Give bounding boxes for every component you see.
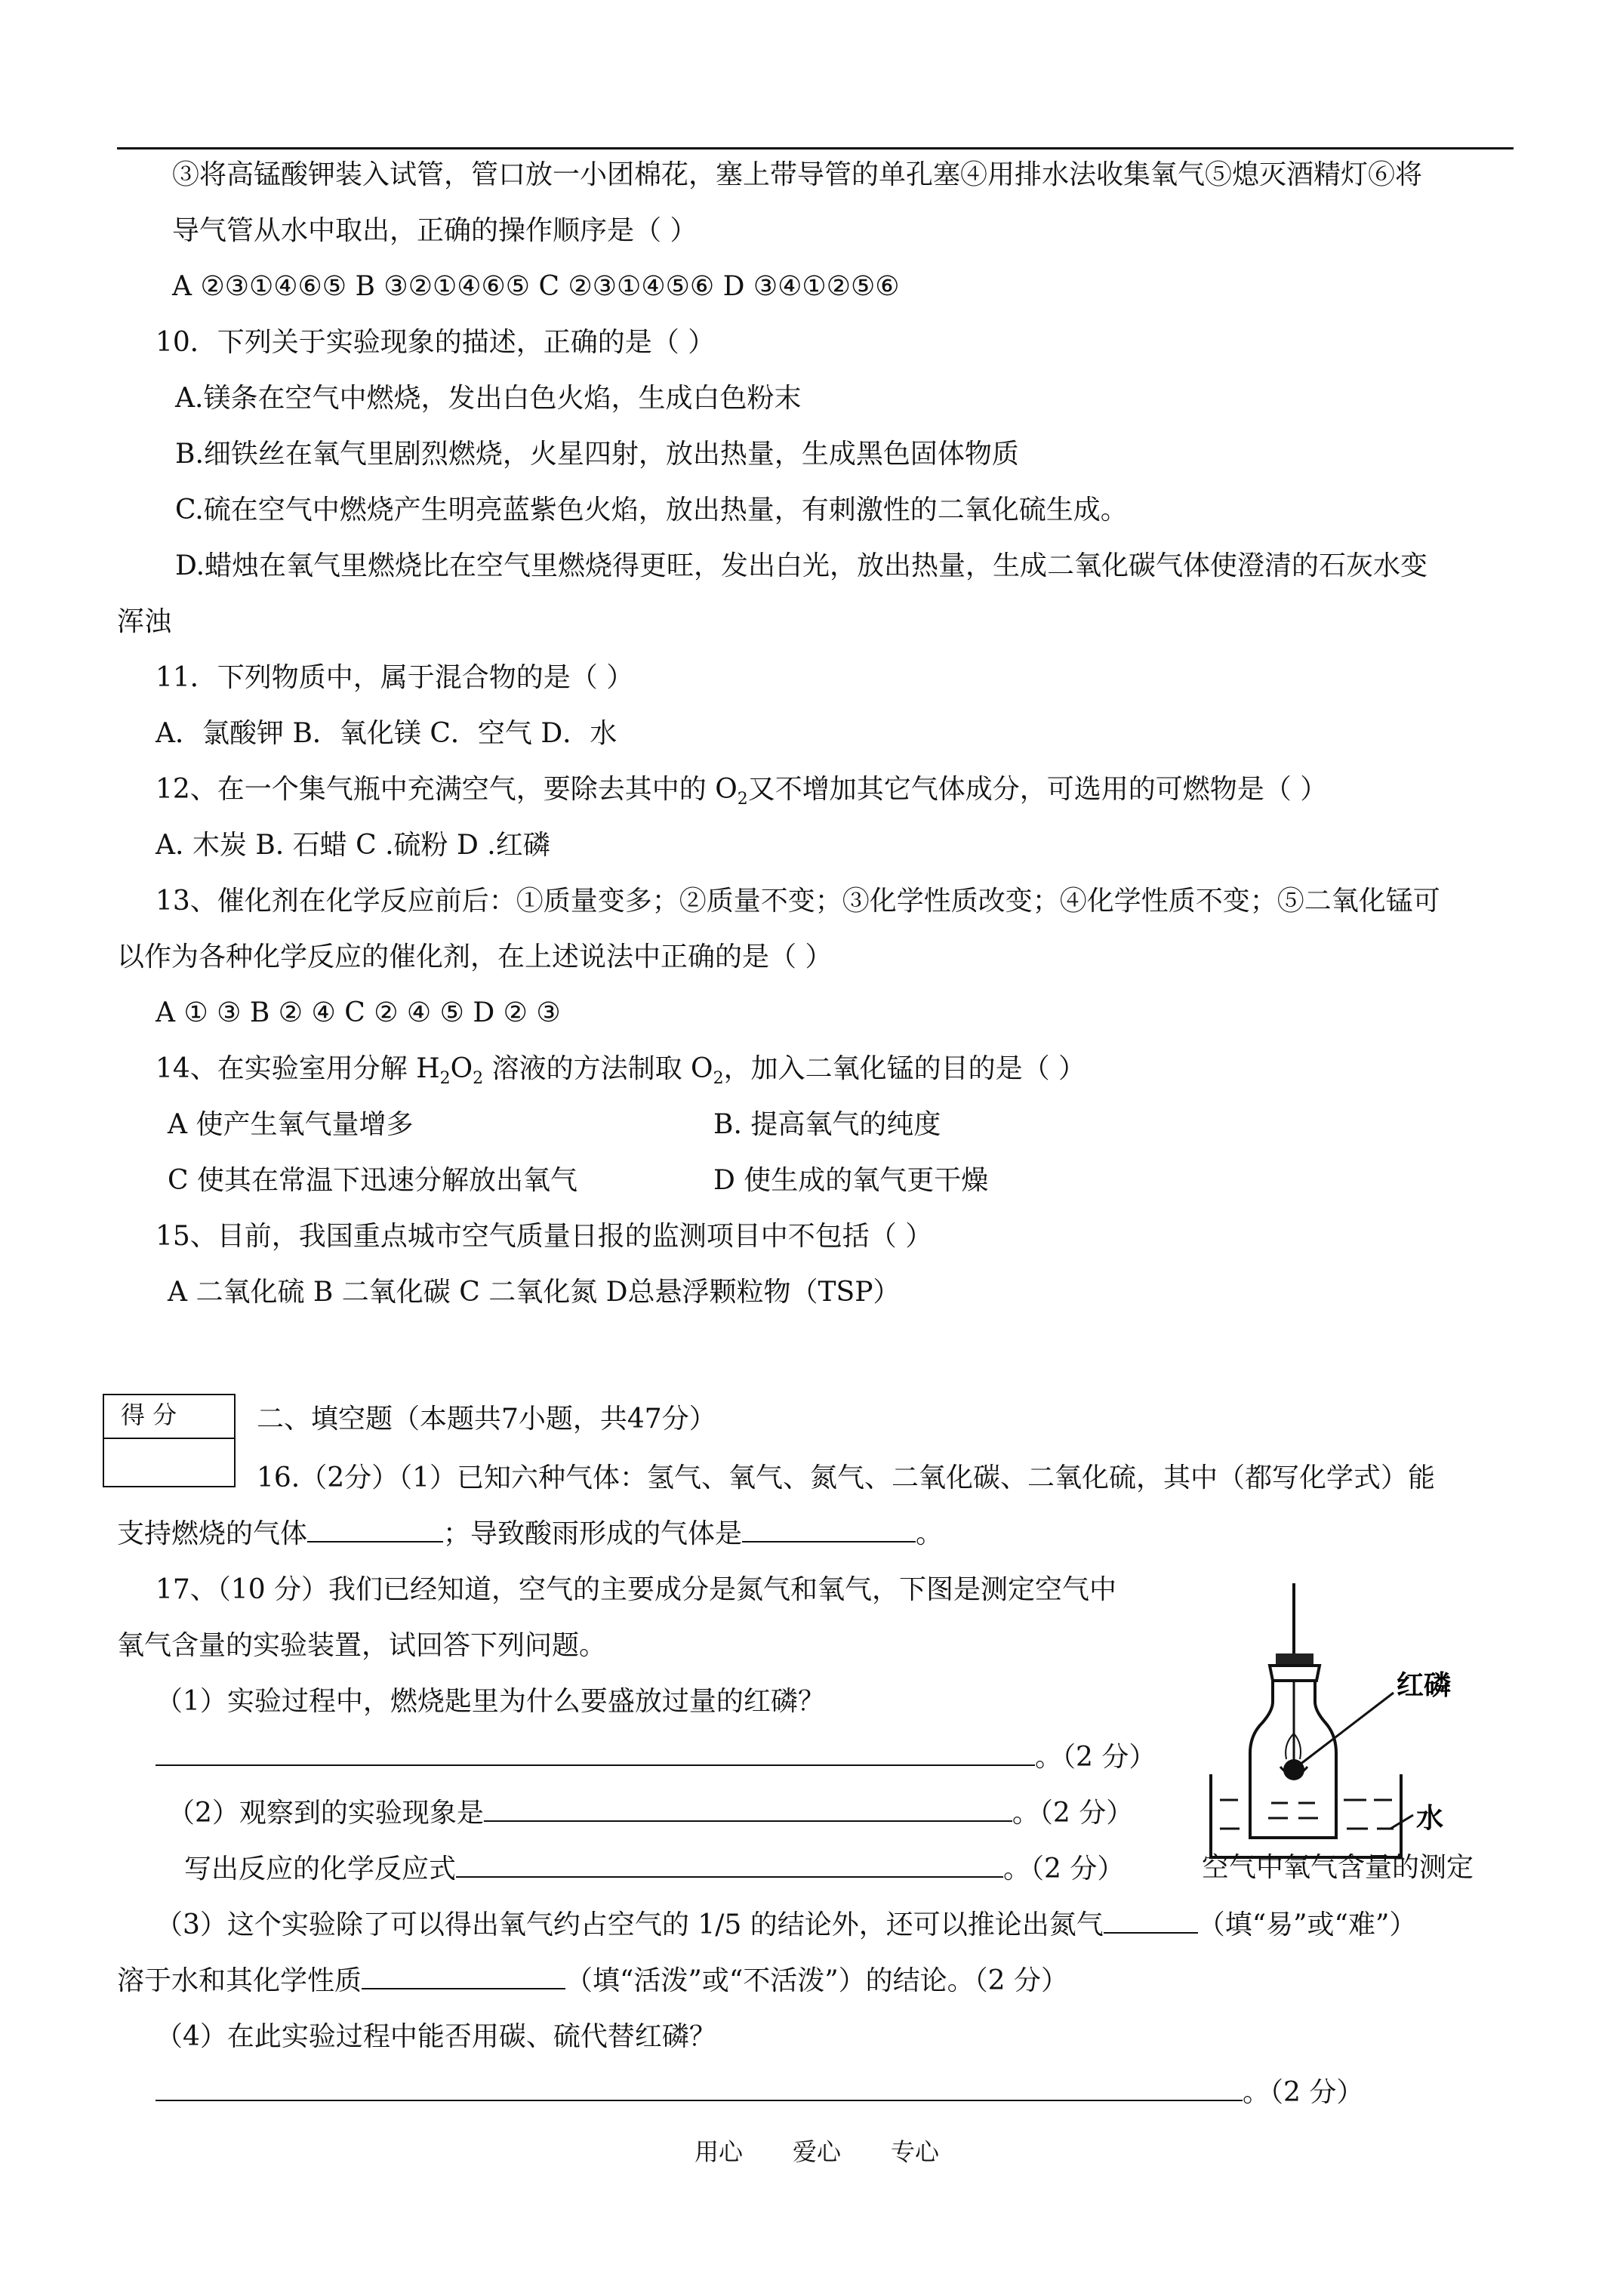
q10-stem: 10．下列关于实验现象的描述，正确的是（ ） bbox=[156, 327, 716, 358]
q17-part3-blank-1[interactable] bbox=[1104, 1909, 1198, 1934]
q17-part4: （4）在此实验过程中能否用碳、硫代替红磷？ bbox=[156, 2021, 716, 2052]
label-water: 水 bbox=[1416, 1803, 1444, 1834]
q17-part4-blank[interactable] bbox=[156, 2077, 1243, 2101]
score-box-divider bbox=[104, 1438, 234, 1439]
q17-line1: 17、（10 分）我们已经知道，空气的主要成分是氮气和氧气，下图是测定空气中 bbox=[156, 1574, 1117, 1605]
q17-part1-answer: 。（2 分） bbox=[156, 1741, 1156, 1774]
apparatus-figure bbox=[1193, 1572, 1480, 1889]
q13-line2: 以作为各种化学反应的催化剂，在上述说法中正确的是（ ） bbox=[117, 942, 833, 972]
q12-stem: 12、在一个集气瓶中充满空气，要除去其中的 $O_2$又不增加其它气体成分，可选用的可燃物是（ ） bbox=[156, 774, 1328, 809]
q10-option-d-line2: 浑浊 bbox=[117, 606, 172, 637]
q9-options: A ②③①④⑥⑤ B ③②①④⑥⑤ C ②③①④⑤⑥ D ③④①②⑤⑥ bbox=[172, 271, 900, 302]
footer-text-1: 用心 bbox=[694, 2137, 744, 2166]
q14-option-b: B. 提高氧气的纯度 bbox=[713, 1109, 941, 1140]
q10-option-a: A.镁条在空气中燃烧，发出白色火焰，生成白色粉末 bbox=[175, 383, 802, 414]
q16-blank-2[interactable] bbox=[742, 1518, 916, 1542]
q15-stem: 15、目前，我国重点城市空气质量日报的监测项目中不包括（ ） bbox=[156, 1221, 933, 1252]
q13-line1: 13、催化剂在化学反应前后：①质量变多；②质量不变；③化学性质改变；④化学性质不变；⑤二氧化锰可 bbox=[156, 886, 1440, 917]
q17-part3-line2: 溶于水和其化学性质 （填“活泼”或“不活泼”）的结论。（2 分） bbox=[117, 1965, 1068, 1996]
figure-caption: 空气中氧气含量的测定 bbox=[1202, 1852, 1474, 1883]
label-phosphorus: 红磷 bbox=[1397, 1670, 1452, 1701]
q10-option-d-line1: D.蜡烛在氧气里燃烧比在空气里燃烧得更旺，发出白光，放出热量，生成二氧化碳气体使澄清的石灰水变 bbox=[175, 550, 1428, 581]
q16-blank-1[interactable] bbox=[307, 1518, 443, 1542]
q17-part2-blank[interactable] bbox=[484, 1798, 1012, 1822]
score-box bbox=[103, 1394, 236, 1487]
q17-line2: 氧气含量的实验装置，试回答下列问题。 bbox=[117, 1630, 607, 1661]
q17-part3-line1: （3）这个实验除了可以得出氧气约占空气的 1/5 的结论外，还可以推论出氮气 （填“易”或“难”） bbox=[156, 1909, 1417, 1940]
q14-option-c: C 使其在常温下迅速分解放出氧气 bbox=[168, 1165, 577, 1196]
q17-part2b-blank[interactable] bbox=[456, 1854, 1003, 1878]
q15-options: A 二氧化硫 B 二氧化碳 C 二氧化氮 D总悬浮颗粒物（TSP） bbox=[168, 1277, 901, 1308]
q11-options: A．氯酸钾 B．氧化镁 C．空气 D．水 bbox=[156, 718, 617, 749]
q10-option-b: B.细铁丝在氧气里剧烈燃烧，火星四射，放出热量，生成黑色固体物质 bbox=[175, 439, 1019, 470]
q10-option-c: C.硫在空气中燃烧产生明亮蓝紫色火焰，放出热量，有刺激性的二氧化硫生成。 bbox=[175, 495, 1128, 525]
q17-part3-blank-2[interactable] bbox=[362, 1965, 565, 1989]
q9-line1: ③将高锰酸钾装入试管，管口放一小团棉花，塞上带导管的单孔塞④用排水法收集氧气⑤熄灭酒精灯⑥将 bbox=[172, 159, 1423, 190]
q16-line1: 16.（2分）（1）已知六种气体：氢气、氧气、氮气、二氧化碳、二氧化硫，其中（都写化学式）能 bbox=[257, 1462, 1436, 1493]
q11-stem: 11．下列物质中，属于混合物的是（ ） bbox=[156, 662, 634, 693]
q14-stem: 14、在实验室用分解 $H_2O_2$ 溶液的方法制取 $O_2$，加入二氧化锰的目的是（ ） bbox=[156, 1053, 1086, 1089]
q17-part2b: 写出反应的化学反应式 。（2 分） bbox=[184, 1854, 1125, 1885]
header-rule bbox=[117, 147, 1514, 149]
footer-text-2: 爱心 bbox=[793, 2137, 842, 2166]
q17-part4-answer: 。（2 分） bbox=[156, 2076, 1363, 2110]
q14-option-d: D 使生成的氧气更干燥 bbox=[713, 1165, 989, 1196]
footer-text-3: 专心 bbox=[891, 2137, 940, 2166]
score-label: 得 分 bbox=[121, 1401, 177, 1429]
q17-part1: （1）实验过程中，燃烧匙里为什么要盛放过量的红磷？ bbox=[156, 1686, 825, 1717]
q14-option-a: A 使产生氧气量增多 bbox=[168, 1109, 414, 1140]
q17-part2: （2）观察到的实验现象是 。（2 分） bbox=[168, 1798, 1134, 1829]
section2-title: 二、填空题（本题共7小题，共47分） bbox=[257, 1404, 716, 1435]
q12-options: A. 木炭 B. 石蜡 C .硫粉 D .红磷 bbox=[156, 830, 550, 861]
q16-line2: 支持燃烧的气体 ；导致酸雨形成的气体是 。 bbox=[117, 1518, 944, 1549]
q9-line2: 导气管从水中取出，正确的操作顺序是（ ） bbox=[172, 215, 698, 246]
q17-part1-blank[interactable] bbox=[156, 1742, 1035, 1766]
q13-options: A ① ③ B ② ④ C ② ④ ⑤ D ② ③ bbox=[156, 997, 561, 1028]
